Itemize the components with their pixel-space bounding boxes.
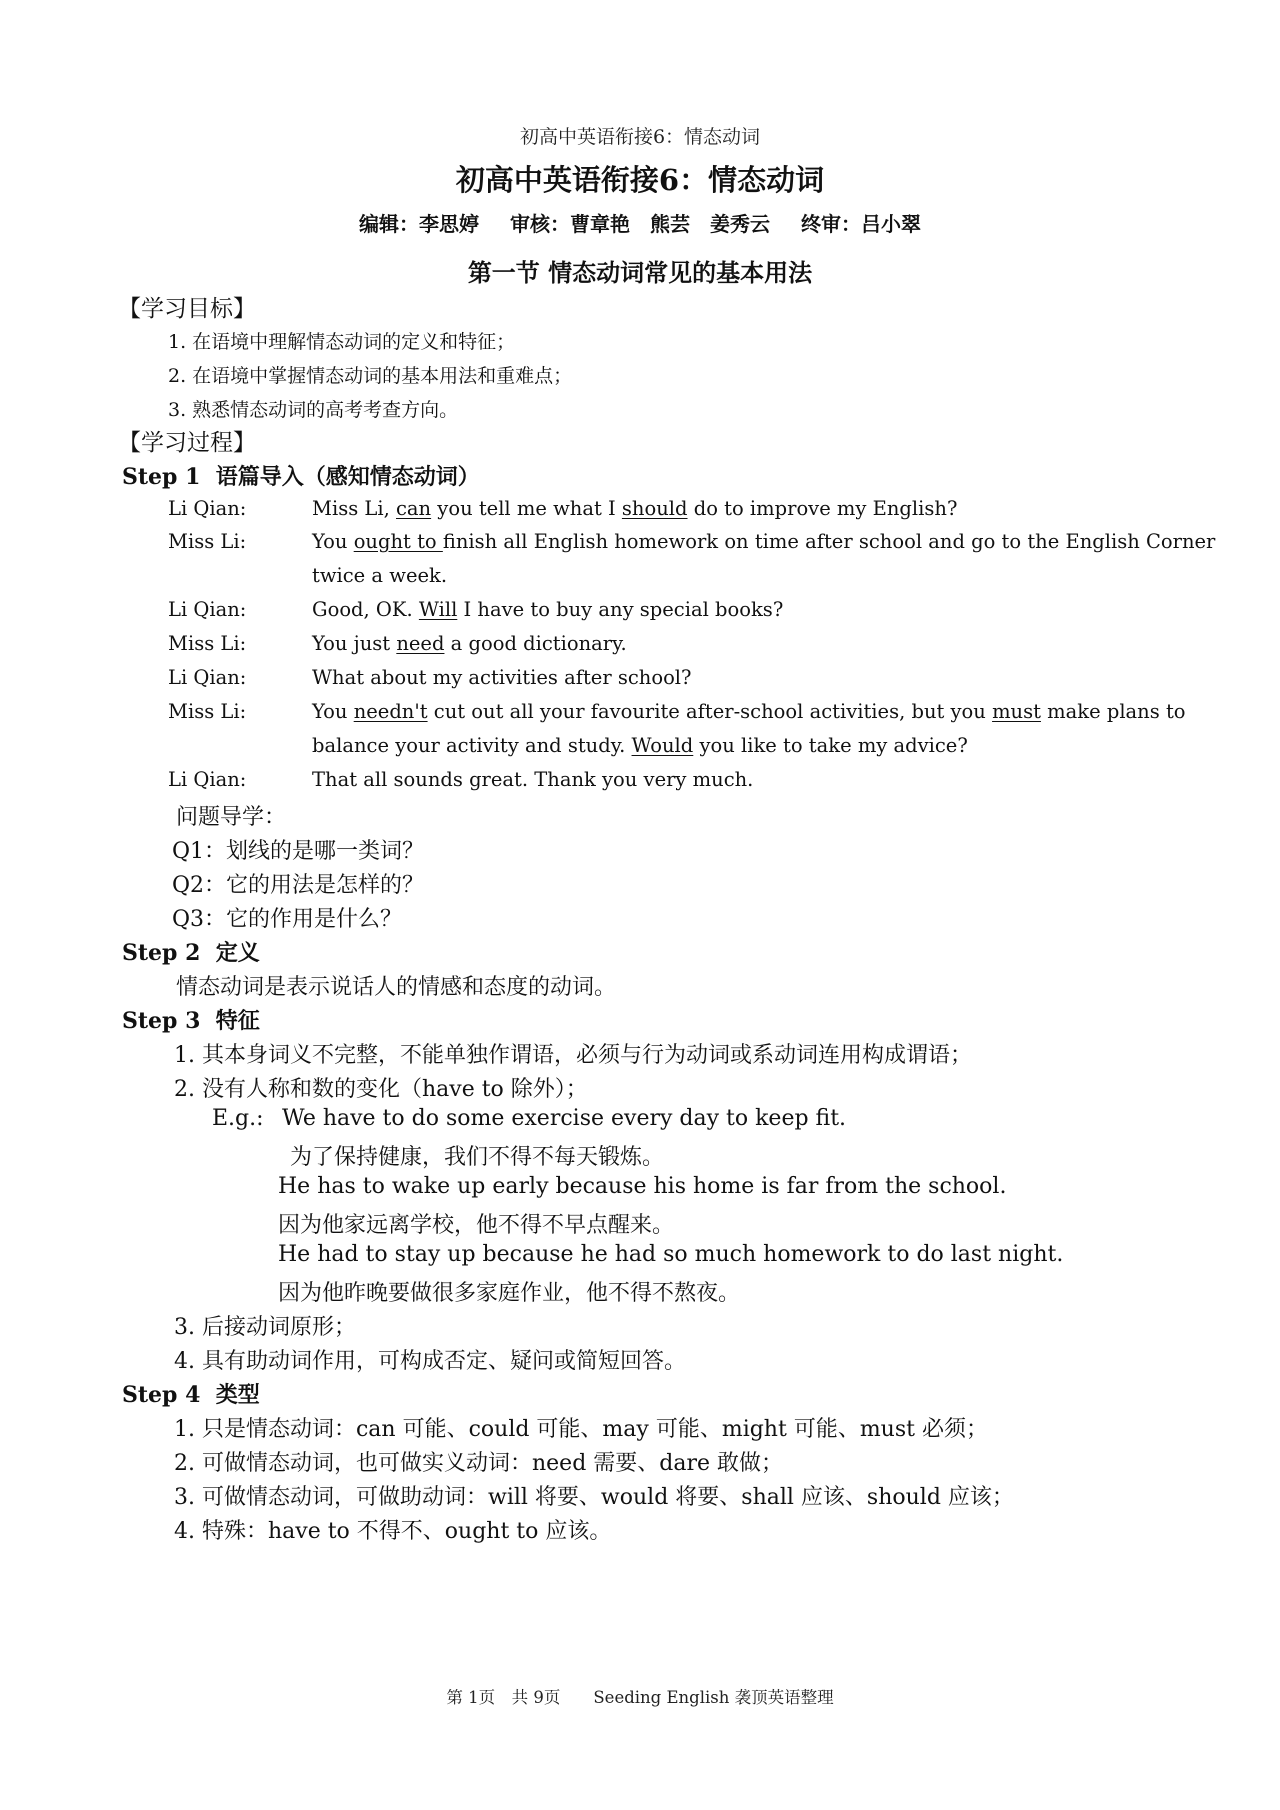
modal-verb-underline: needn't — [353, 700, 428, 723]
type-item-1: 1. 只是情态动词：can 可能、could 可能、may 可能、might 可能、must 必须； — [174, 1417, 988, 1442]
dialogue-speaker: Miss Li: — [168, 530, 247, 553]
step4-title: 类型 — [215, 1382, 260, 1408]
step3-title: 特征 — [215, 1008, 260, 1034]
question-2: Q2：它的用法是怎样的？ — [172, 873, 425, 898]
dialogue-speaker: Li Qian: — [168, 497, 247, 520]
step3-heading — [122, 1004, 260, 1035]
goals-heading: 【学习目标】 — [118, 296, 256, 322]
dialogue-text: What about my activities after school? — [312, 666, 692, 689]
modal-verb-underline: can — [396, 497, 432, 520]
step4-heading — [122, 1378, 260, 1409]
dialogue-speaker: Miss Li: — [168, 700, 247, 723]
step1-title: 语篇导入（感知情态动词） — [215, 464, 480, 490]
example-cn: 因为他家远离学校，他不得不早点醒来。 — [278, 1213, 675, 1238]
example-label: E.g.: — [212, 1106, 264, 1131]
step4-label: Step 4 — [122, 1382, 201, 1408]
goal-item-2: 2. 在语境中掌握情态动词的基本用法和重难点； — [168, 365, 573, 387]
document-title: 初高中英语衔接6：情态动词 — [455, 163, 825, 197]
dialogue-speaker: Li Qian: — [168, 768, 247, 791]
dialogue-speaker: Miss Li: — [168, 632, 247, 655]
dialogue-text: Miss Li, can you tell me what I should do to improve my English? — [312, 497, 958, 520]
feature-item-4: 4. 具有助动词作用，可构成否定、疑问或简短回答。 — [174, 1349, 686, 1374]
dialogue-text: You just need a good dictionary. — [312, 632, 627, 655]
type-item-3: 3. 可做情态动词，可做助动词：will 将要、would 将要、shall 应该、should 应该； — [174, 1485, 1014, 1510]
example-cn: 因为他昨晚要做很多家庭作业，他不得不熬夜。 — [278, 1281, 741, 1306]
questions-label: 问题导学： — [176, 805, 287, 830]
dialogue-speaker: Li Qian: — [168, 598, 247, 621]
step1-heading — [122, 460, 480, 491]
type-item-2: 2. 可做情态动词，也可做实义动词：need 需要、dare 敢做； — [174, 1451, 783, 1476]
dialogue-speaker: Li Qian: — [168, 666, 247, 689]
section-title: 第一节 情态动词常见的基本用法 — [467, 258, 813, 287]
modal-verb-underline: ought to — [353, 530, 443, 553]
feature-item-3: 3. 后接动词原形； — [174, 1315, 356, 1340]
feature-item-1: 1. 其本身词义不完整，不能单独作谓语，必须与行为动词或系动词连用构成谓语； — [174, 1043, 972, 1068]
modal-verb-underline: need — [396, 632, 445, 655]
editors-line: 编辑：李思婷 审核：曹章艳 熊芸 姜秀云 终审：吕小翠 — [359, 212, 921, 236]
dialogue-text: You needn't cut out all your favourite after-school activities, but you must make plans to — [312, 700, 1186, 723]
modal-verb-underline: should — [621, 497, 688, 520]
type-item-4: 4. 特殊：have to 不得不、ought to 应该。 — [174, 1519, 612, 1544]
step2-label: Step 2 — [122, 940, 201, 966]
example-en: He had to stay up because he had so much homework to do last night. — [278, 1242, 1064, 1267]
step1-label: Step 1 — [122, 464, 201, 490]
example-en: We have to do some exercise every day to keep fit. — [282, 1106, 847, 1131]
dialogue-text: You ought to finish all English homework on time after school and go to the English Corner — [312, 530, 1216, 553]
modal-verb-underline: must — [992, 700, 1041, 723]
step3-label: Step 3 — [122, 1008, 201, 1034]
definition-text: 情态动词是表示说话人的情感和态度的动词。 — [176, 975, 617, 1000]
dialogue-text: That all sounds great. Thank you very much. — [312, 768, 754, 791]
question-1: Q1：划线的是哪一类词？ — [172, 839, 425, 864]
dialogue-text-continued: balance your activity and study. Would you like to take my advice? — [312, 734, 968, 757]
step2-title: 定义 — [215, 940, 260, 966]
example-cn: 为了保持健康，我们不得不每天锻炼。 — [290, 1145, 665, 1170]
goal-item-1: 1. 在语境中理解情态动词的定义和特征； — [168, 331, 516, 353]
running-header: 初高中英语衔接6：情态动词 — [519, 126, 761, 148]
question-3: Q3：它的作用是什么？ — [172, 907, 403, 932]
dialogue-text: Good, OK. Will I have to buy any special books? — [312, 598, 784, 621]
modal-verb-underline: Would — [631, 734, 694, 757]
goal-item-3: 3. 熟悉情态动词的高考考查方向。 — [168, 399, 459, 421]
process-heading: 【学习过程】 — [118, 430, 256, 456]
feature-item-2: 2. 没有人称和数的变化（have to 除外）； — [174, 1077, 588, 1102]
dialogue-text-continued: twice a week. — [312, 564, 448, 587]
modal-verb-underline: Will — [418, 598, 458, 621]
page-footer: 第 1页 共 9页 Seeding English 袭顶英语整理 — [446, 1688, 834, 1707]
step2-heading — [122, 936, 260, 967]
example-en: He has to wake up early because his home is far from the school. — [278, 1174, 1007, 1199]
